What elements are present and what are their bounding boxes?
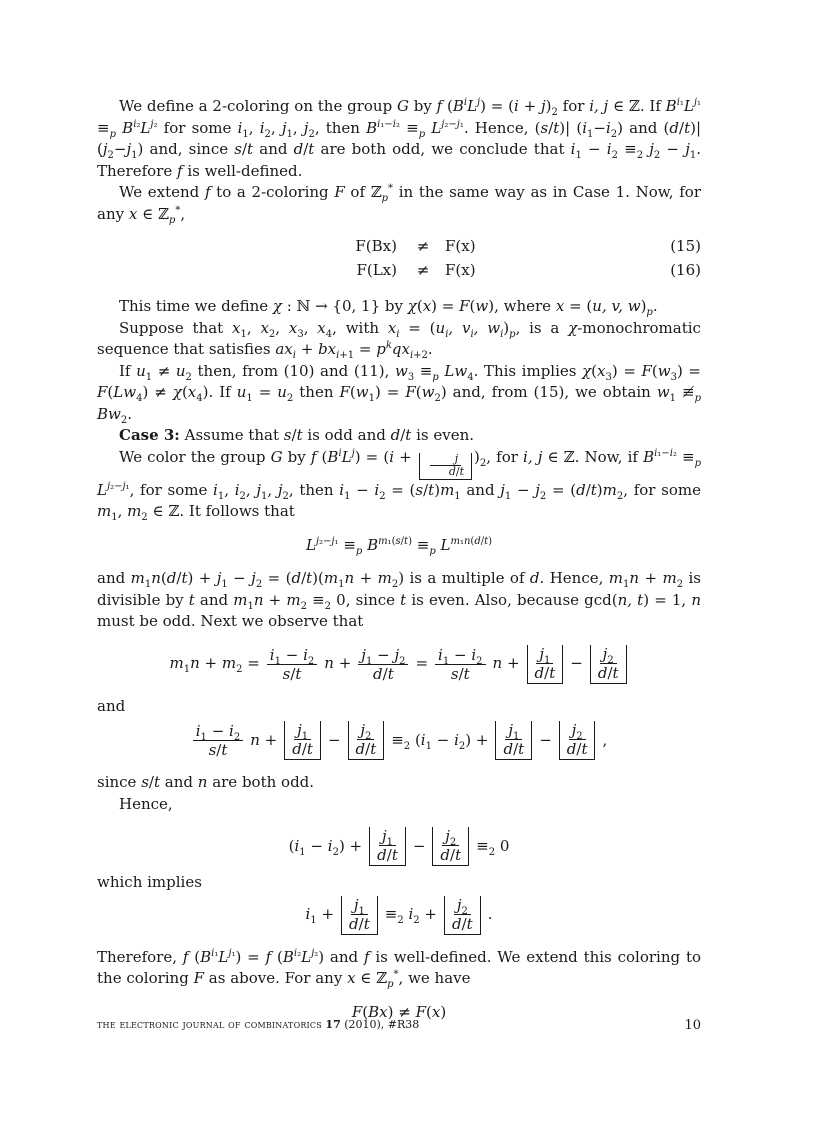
which-implies-text: which implies xyxy=(97,873,202,891)
eq15-number: (15) xyxy=(670,237,701,255)
eq15-lhs: F(Bx) xyxy=(355,237,397,255)
page-number: 10 xyxy=(684,1018,701,1033)
eq15-rhs: F(x) xyxy=(445,237,476,255)
eq16-op: ≠ xyxy=(416,260,430,279)
paragraph-color-group: We color the group G by f $(B^iL^j) = (i$ + $\frac{j}{d/t}$ )$_2$, for i, j ∈ ℤ. Now, if $B^{i_1-i_2} \equiv_p$ $L^{j_2-j_1}$, for some $i_1$, $i_2$, $j_1$, $j_2$, then $i_1 - i_2 = (s/t)m_1$ and $j_1 - j_2 = (d/t)m_2$, for some $m_1$, $m_2$ ∈ ℤ. It follows that xyxy=(97,447,701,523)
paragraph-if-u1: If $u_1 \ne u_2$ then, from (10) and (11), $w_3 \equiv_p$ $Lw_4$. This implies $\chi(x_3) = F(w_3) = F(Lw_4) \ne \chi(x_4)$. If $u_1 = u_2$ then $F(w_1) = F(w_2)$ and, from (15), we obtain $w_1$ $≢_p$ $Bw_2$. xyxy=(97,361,701,426)
eq15-op: ≠ xyxy=(416,237,430,255)
case-3-text: Assume that s/t is odd and d/t is even. xyxy=(179,426,475,444)
footer-volume: 17 xyxy=(325,1018,341,1031)
case-3-label: Case 3: xyxy=(119,426,180,444)
eq16-lhs: F(Lx) xyxy=(356,260,397,279)
equation-block-15-16 xyxy=(97,235,701,282)
footer-journal: the electronic journal of combinatorics 17 (2010), #R38 xyxy=(97,1018,420,1031)
since-text: since s/t and n are both odd. xyxy=(97,773,315,791)
hence-text: Hence, xyxy=(119,794,173,813)
paragraph-coloring-definition: We define a 2-coloring on the group G by f $(B^iL^j) = (i + j)_2$ for i, j ∈ ℤ. If $B^{i_1}L^{j_1} \equiv_p$ $B^{i_2}L^{j_2}$ for some $i_1$, $i_2$, $j_1$, $j_2$, then $B^{i_1-i_2} \equiv_p$ $L^{j_2-j_1}$. Hence, (s/t)| $(i_1-i_2)$ and (d/t)| $(j_2-j_1)$ and, since s/t and d/t are both odd, we conclude that $i_1 - i_2 \equiv_2$ $j_2 - j_1$. Therefore f is well-defined. xyxy=(97,97,702,180)
page-body xyxy=(97,96,701,1035)
equation-congruence-mod2: $\frac{i_1 - i_2}{s/t}$ n + $\frac{j_1}{d/t}$ − $\frac{j_2}{d/t}$ $\equiv_2$ $(i_1 - i_2)$ + $\frac{j_1}{d/t}$ − $\frac{j_2}{d/t}$ , xyxy=(97,721,701,760)
paragraph-suppose: Suppose that $x_1$, $x_2$, $x_3$, $x_4$, with $x_i = (u_i$, $v_i$, $w_i)_p$, is a χ-monochromatic sequence that satisfies $ax_i + bx_{i+1} = p^kqx_{i+2}$. xyxy=(97,318,701,361)
eq16-rhs: F(x) xyxy=(445,260,476,279)
equation-implies: $i_1$ + $\frac{j_1}{d/t}$ $\equiv_2$ $i_2$ + $\frac{j_2}{d/t}$ . xyxy=(305,895,493,933)
equation-15 xyxy=(97,235,701,259)
equation-16 xyxy=(97,259,701,283)
equation-L-chain: $L^{j_2-j_1} \equiv_p$ $B^{m_1(s/t)} \equiv_p$ $L^{m_1n(d/t)}$ xyxy=(305,535,493,557)
paragraph-extend: We extend f to a 2-coloring F of ℤ$_p$* in the same way as in Case 1. Now, for any x ∈ ℤ$_p$*, xyxy=(97,183,701,226)
paragraph-multiple-of-d: and $m_1n(d/t) + j_1 - j_2 = (d/t)(m_1n + m_2)$ is a multiple of d. Hence, $m_1n + m_2$ is divisible by t and $m_1n + m_2 \equiv_2$ 0, since t is even. Also, because gcd(n, t) = 1, n must be odd. Next we observe that xyxy=(97,569,702,630)
equation-hence: $(i_1 - i_2)$ + $\frac{j_1}{d/t}$ − $\frac{j_2}{d/t}$ $\equiv_2$ 0 xyxy=(288,827,510,864)
footer-issue: (2010), #R38 xyxy=(344,1018,420,1031)
paragraph-therefore: Therefore, f $(B^{i_1}L^{j_1}) = f$ $(B^{i_2}L^{j_2})$ and f is well-defined. We extend this coloring to the coloring F as above. For any x ∈ ℤ$_p$*, we have xyxy=(97,947,701,990)
equation-m1n-m2: $m_1n + m_2$ = $\frac{i_1 - i_2}{s/t}$ n + $\frac{j_1 - j_2}{d/t}$ = $\frac{i_1 - i_2}{s/t}$ n + $\frac{j_1}{d/t}$ − $\frac{j_2}{d/t}$ xyxy=(97,645,701,684)
paragraph-chi-definition: This time we define χ : ℕ → {0, 1} by χ(x) = F(w), where x = (u, v, $w)_p$. xyxy=(119,297,658,318)
equation-final: F(Bx) ≠ F(x) xyxy=(351,1002,447,1021)
page-footer xyxy=(97,1018,701,1033)
eq16-number: (16) xyxy=(670,260,701,279)
and-label: and xyxy=(97,696,126,715)
paragraph-case-3 xyxy=(97,425,701,447)
